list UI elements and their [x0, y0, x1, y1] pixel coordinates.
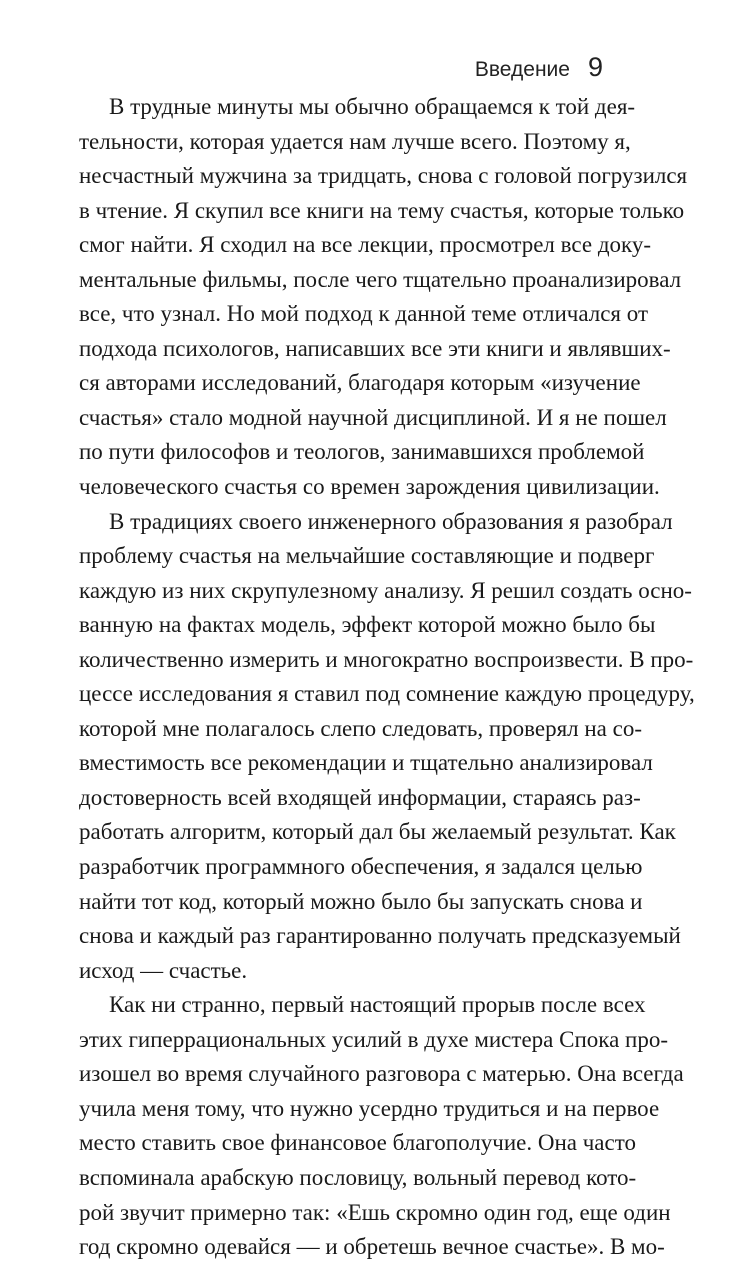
text-line: ванную на фактах модель, эффект которой можно было бы: [79, 612, 656, 638]
text-line: исход — счастье.: [79, 957, 248, 983]
text-line: тельности, которая удается нам лучше всего. Поэтому я,: [79, 128, 631, 154]
text-line: все, что узнал. Но мой подход к данной теме отличался от: [79, 301, 648, 327]
text-line: снова и каждый раз гарантированно получать предсказуемый: [79, 923, 681, 949]
text-line: год скромно одевайся — и обретешь вечное счастье». В мо-: [79, 1234, 665, 1260]
page-number: 9: [587, 52, 603, 82]
text-line: учила меня тому, что нужно усердно трудиться и на первое: [79, 1095, 660, 1121]
text-line: смог найти. Я сходил на все лекции, просмотрел все доку-: [79, 232, 652, 258]
text-line: подхода психологов, написавших все эти книги и являвших-: [79, 335, 671, 361]
text-line: рой звучит примерно так: «Ешь скромно один год, еще один: [79, 1199, 671, 1225]
text-line: место ставить свое финансовое благополучие. Она часто: [79, 1130, 636, 1156]
running-header: [475, 52, 603, 83]
text-line: счастья» стало модной научной дисциплиной. И я не пошел: [79, 404, 667, 430]
text-line: этих гиперрациональных усилий в духе мистера Спока про-: [79, 1026, 669, 1052]
text-line: найти тот код, который можно было бы запускать снова и: [79, 888, 643, 914]
text-line: ся авторами исследований, благодаря которым «изучение: [79, 370, 641, 396]
text-line: достоверность всей входящей информации, стараясь раз-: [79, 784, 641, 810]
text-line: В традициях своего инженерного образования я разобрал: [109, 508, 673, 534]
paragraph-3: [79, 988, 684, 1264]
paragraph-1: [79, 90, 688, 505]
text-line: разработчик программного обеспечения, я задался целью: [79, 854, 643, 880]
text-line: изошел во время случайного разговора с матерью. Она всегда: [79, 1061, 684, 1087]
text-line: в чтение. Я скупил все книги на тему счастья, которые только: [79, 197, 685, 223]
text-line: Как ни странно, первый настоящий прорыв после всех: [109, 992, 646, 1018]
body-text: [79, 90, 695, 1265]
text-line: В трудные минуты мы обычно обращаемся к той дея-: [109, 94, 636, 119]
text-line: работать алгоритм, который дал бы желаемый результат. Как: [79, 819, 676, 845]
section-title: Введение: [474, 58, 570, 81]
text-line: вспоминала арабскую пословицу, вольный перевод кото-: [79, 1164, 637, 1190]
text-line: несчастный мужчина за тридцать, снова с головой погрузился: [79, 163, 688, 189]
text-line: ментальные фильмы, после чего тщательно проанализировал: [79, 266, 682, 292]
text-line: человеческого счастья со времен зарождения цивилизации.: [79, 474, 660, 500]
text-line: по пути философов и теологов, занимавшихся проблемой: [79, 439, 645, 465]
text-line: каждую из них скрупулезному анализу. Я решил создать осно-: [79, 577, 692, 603]
text-line: цессе исследования я ставил под сомнение каждую процедуру,: [79, 681, 695, 707]
text-line: которой мне полагалось слепо следовать, проверял на со-: [79, 715, 643, 741]
text-line: количественно измерить и многократно воспроизвести. В про-: [79, 646, 694, 672]
text-line: вместимость все рекомендации и тщательно анализировал: [79, 750, 653, 776]
text-line: проблему счастья на мельчайшие составляющие и подверг: [79, 543, 655, 569]
paragraph-2: [79, 505, 695, 989]
